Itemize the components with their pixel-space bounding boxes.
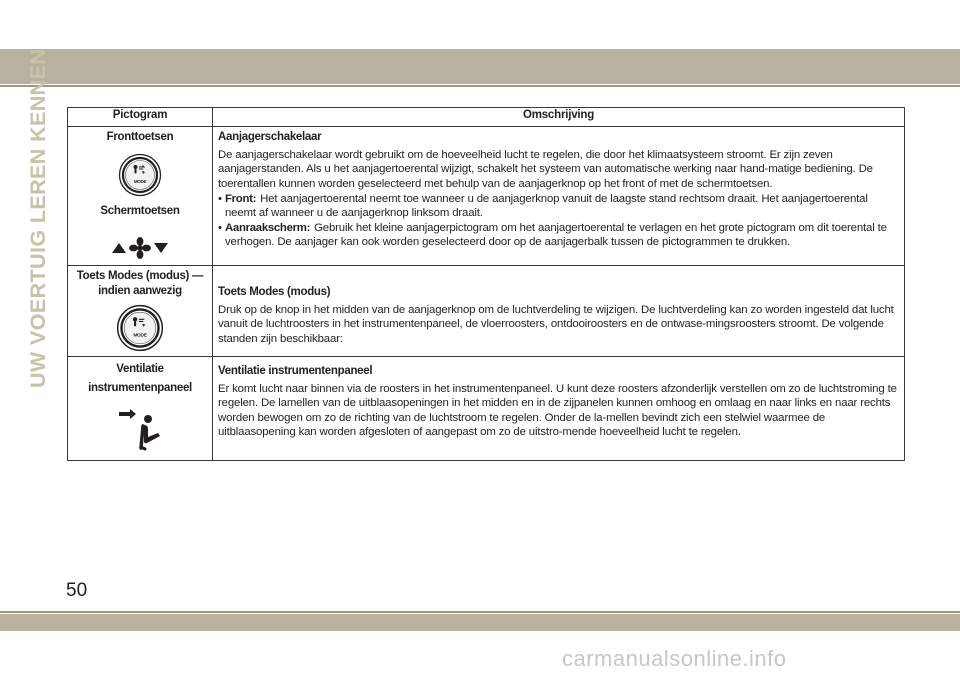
icon-cell [68, 127, 213, 266]
bottom-footer-band [0, 614, 960, 631]
table-header-row [68, 108, 905, 127]
row-title: Aanjagerschakelaar [218, 131, 322, 143]
header-icon-column: Pictogram [68, 108, 213, 127]
description-cell [213, 357, 905, 461]
row-title: Ventilatie instrumentenpaneel [218, 365, 373, 377]
svg-text:MODE: MODE [133, 179, 147, 184]
icon-label-panel-vents: Ventilatie instrumentenpaneel [88, 363, 192, 394]
bottom-footer-rule [0, 611, 960, 613]
watermark-text: carmanualsonline.info [562, 646, 787, 671]
bullet-label: Aanraakscherm: [225, 222, 311, 235]
mode-knob-icon [116, 304, 164, 352]
svg-text:MODE: MODE [133, 333, 147, 339]
row-title: Toets Modes (modus) [218, 286, 331, 298]
bullet-label: Front: [225, 192, 257, 205]
section-title: UW VOERTUIG LEREN KENNEN [26, 48, 50, 388]
table-row [68, 127, 905, 266]
row-paragraph: Druk op de knop in het midden van de aanjagerknop om de luchtverdeling te wijzigen. De luchtverdeling kan zo worden ingesteld dat lucht vanuit de luchtroosters in het instrumentenpaneel, de vloerroosters, ontdooiroosters en de ontwase-mingsroosters stroomt. De volgende standen zijn beschikbaar: [218, 304, 894, 345]
icon-label-front-buttons: Fronttoetsen [106, 131, 174, 143]
bullet-item [218, 221, 898, 249]
description-cell [213, 266, 905, 357]
top-header-rule [0, 85, 960, 87]
icon-cell [68, 266, 213, 357]
panel-vent-airflow-icon [115, 406, 165, 452]
icon-label-screen-buttons: Schermtoetsen [100, 205, 180, 217]
icon-cell [68, 357, 213, 461]
header-description-column: Omschrijving [213, 108, 905, 127]
row-paragraph: De aanjagerschakelaar wordt gebruikt om de hoeveelheid lucht te regelen, die door het klimaatsysteem stroomt. Er zijn zeven aanjagerstanden. Als u het aanjagertoerental wijzigt, schakelt het systeem van automatische werking naar hand-matige bediening. De toerentallen kunnen worden geselecteerd met behulp van de aanjagerknop op het front of met de schermtoetsen. [218, 149, 873, 190]
row-paragraph: Er komt lucht naar binnen via de roosters in het instrumentenpaneel. U kunt deze roosters afzonderlijk verstellen om zo de luchtstroming te regelen. De lamellen van de uitblaasopeningen in het midden en in de zijpanelen kunnen omhoog en omlaag en naar links en naar rechts worden bewogen om zo de richting van de luchtstroom te regelen. Onder de la-mellen bevindt zich een stelwiel waarmee de uitblaasopening kan worden afgesloten of aangepast om zo de uitstro-mende hoeveelheid lucht te regelen. [218, 383, 897, 438]
bullet-text: Het aanjagertoerental neemt toe wanneer u de aanjagerknop vanuit de laagste stand rechtsom draait. Het aanjagertoerental neemt af wanneer u de aanjagerknop linksom draait. [225, 192, 868, 220]
top-header-band [0, 49, 960, 84]
bullet-text: Gebruik het kleine aanjagerpictogram om het aanjagertoerental te verlagen en het grote pictogram om dit toerental te verhogen. De aanjager kan ook worden geselecteerd door op de aanjagerbalk tussen de pictogrammen te drukken. [225, 222, 887, 249]
icon-label-modes-button: Toets Modes (modus) — indien aanwezig [76, 270, 204, 297]
controls-table [67, 107, 905, 461]
page-number: 50 [66, 580, 88, 601]
mode-knob-icon [118, 153, 162, 197]
table-row [68, 266, 905, 357]
description-cell [213, 127, 905, 266]
table-row [68, 357, 905, 461]
bullet-item [218, 192, 898, 220]
bullet-dot-icon: • [218, 192, 222, 205]
blower-speed-icon [110, 235, 170, 261]
bullet-dot-icon: • [218, 222, 222, 235]
